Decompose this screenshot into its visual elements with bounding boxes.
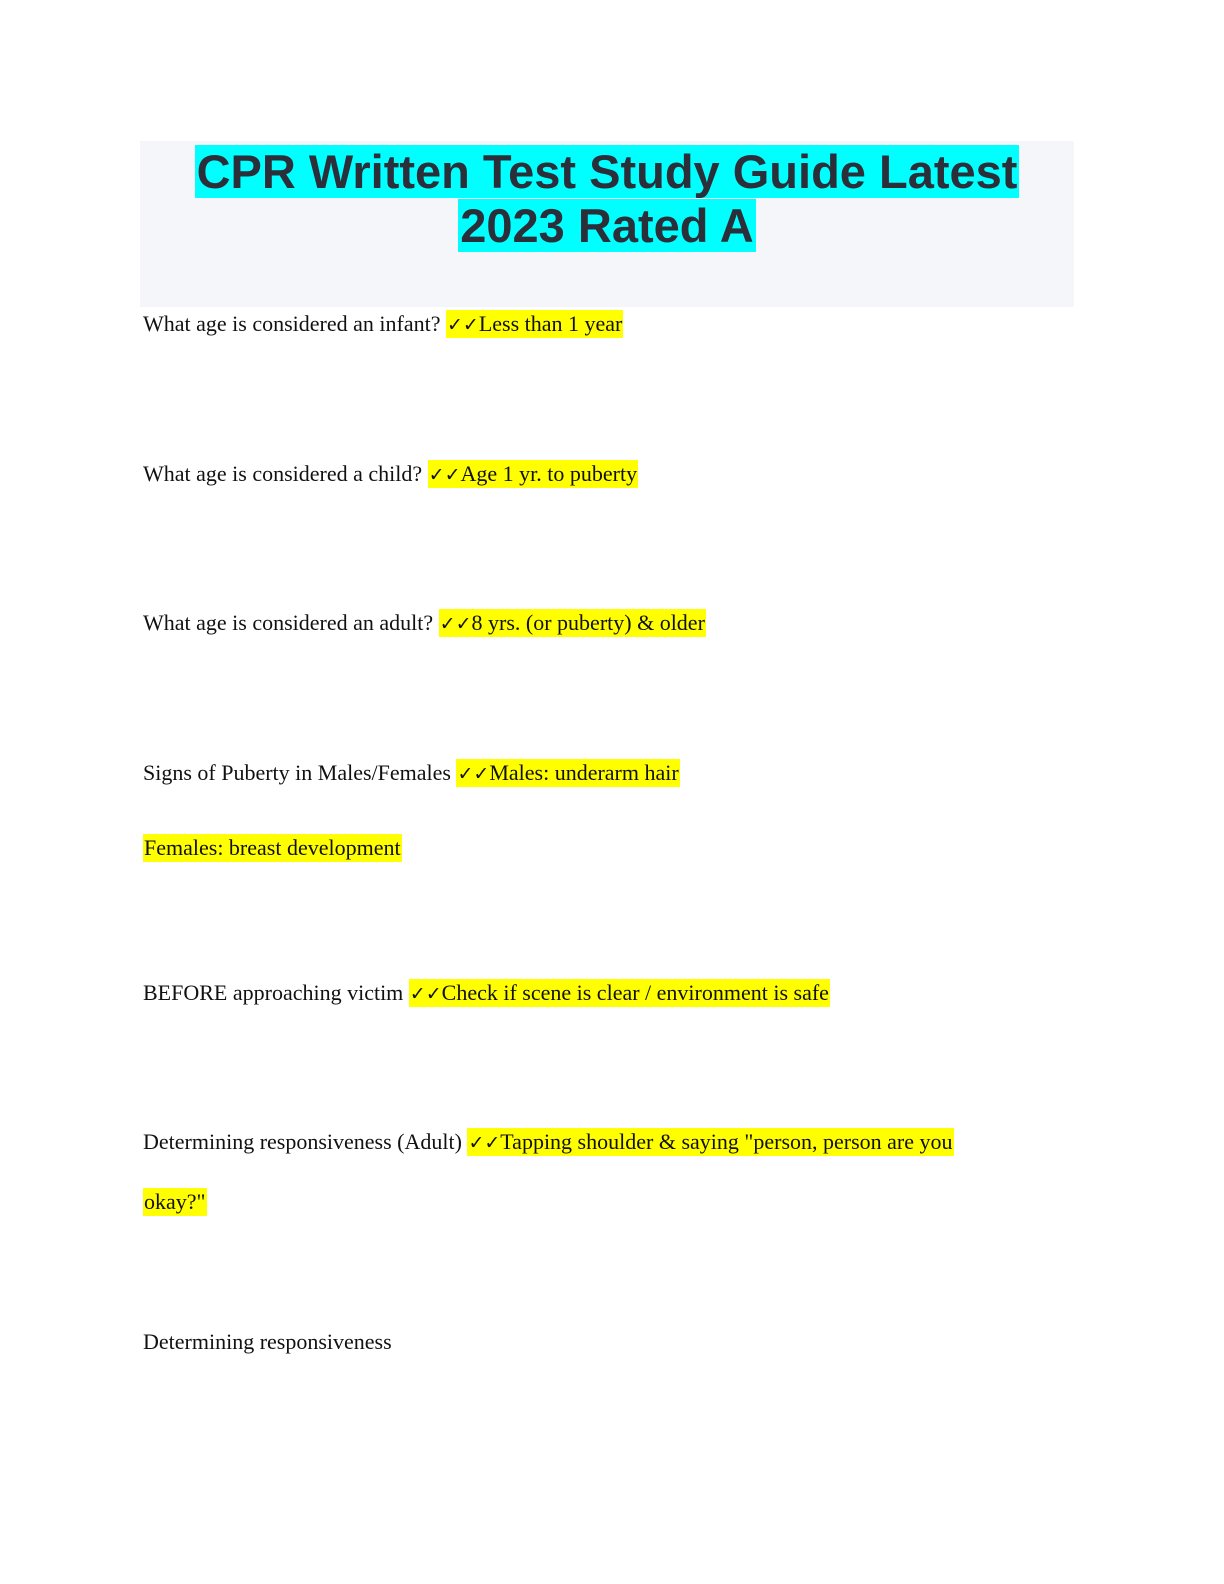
answer-highlight [467, 1128, 953, 1156]
double-check-icon: ✓✓ [409, 983, 442, 1005]
answer-text: 8 yrs. (or puberty) & older [471, 610, 705, 635]
double-check-icon: ✓✓ [428, 464, 461, 486]
double-check-icon: ✓✓ [446, 314, 479, 336]
answer-text: Tapping shoulder & saying "person, person are you [500, 1129, 953, 1154]
qa-item-puberty-continued [143, 835, 402, 861]
qa-item-infant [143, 311, 623, 338]
title-box [140, 141, 1074, 307]
qa-item-puberty [143, 760, 680, 787]
answer-highlight [409, 979, 830, 1007]
qa-item-child [143, 461, 638, 488]
double-check-icon: ✓✓ [468, 1132, 501, 1154]
answer-highlight [446, 310, 623, 338]
answer-highlight [456, 759, 679, 787]
answer-text-continued: okay?" [144, 1189, 206, 1214]
answer-text-continued: Females: breast development [144, 835, 401, 860]
double-check-icon: ✓✓ [457, 763, 490, 785]
answer-text: Less than 1 year [478, 311, 623, 336]
answer-text: Males: underarm hair [489, 760, 679, 785]
question-text: Signs of Puberty in Males/Females [143, 760, 457, 785]
qa-item-responsiveness-adult-continued [143, 1189, 207, 1215]
question-text: Determining responsiveness (Adult) [143, 1129, 468, 1154]
question-text: What age is considered a child? [143, 461, 428, 486]
question-text: BEFORE approaching victim [143, 980, 409, 1005]
double-check-icon: ✓✓ [439, 613, 472, 635]
question-text: What age is considered an infant? [143, 311, 446, 336]
answer-text: Check if scene is clear / environment is safe [441, 980, 829, 1005]
answer-text: Age 1 yr. to puberty [460, 461, 638, 486]
question-text: Determining responsiveness [143, 1329, 392, 1354]
qa-item-before-approaching [143, 980, 830, 1007]
qa-item-responsiveness-adult [143, 1129, 954, 1156]
qa-item-adult [143, 610, 706, 637]
question-text: What age is considered an adult? [143, 610, 439, 635]
answer-highlight [428, 460, 638, 488]
qa-item-responsiveness [143, 1329, 392, 1355]
answer-highlight [439, 609, 706, 637]
page-title [140, 145, 1074, 253]
title-line-1: CPR Written Test Study Guide Latest [196, 145, 1018, 198]
title-line-2: 2023 Rated A [460, 199, 754, 252]
